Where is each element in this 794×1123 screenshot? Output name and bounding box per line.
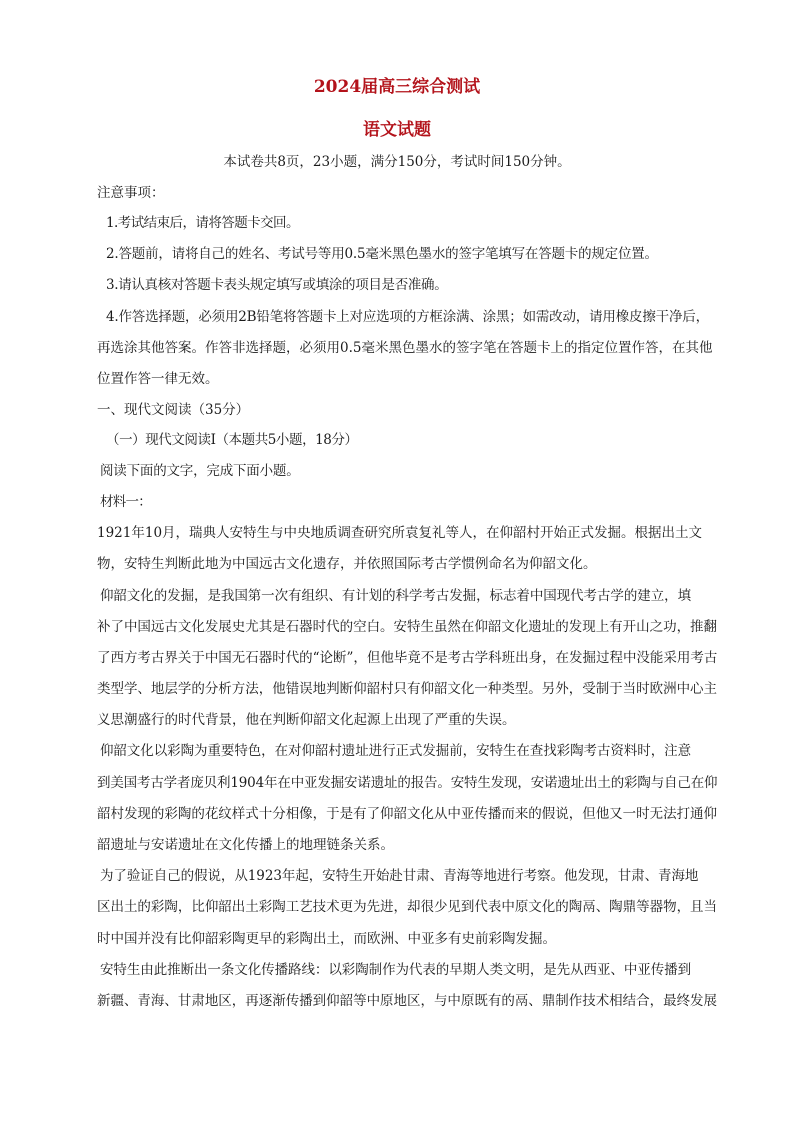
body-line: 韶村发现的彩陶的花纹样式十分相像，于是有了仰韶文化从中亚传播而来的假说，但他又一时无法打通仰	[97, 806, 717, 822]
body-line: 了西方考古界关于中国无石器时代的“论断”，但他毕竟不是考古学科班出身，在发掘过程中没能采用考古	[97, 650, 718, 666]
notice-heading: 注意事项：	[97, 185, 165, 201]
subsection-heading: （一）现代文阅读Ⅰ（本题共5小题，18分）	[106, 432, 358, 448]
material-label: 材料一：	[100, 494, 151, 510]
notice-item-3: 3.请认真核对答题卡表头规定填写或填涂的项目是否准确。	[106, 277, 448, 293]
body-line: 1921年10月，瑞典人安特生与中央地质调查研究所袁复礼等人，在仰韶村开始正式发掘。根据出土文	[97, 525, 703, 541]
body-line: 新疆、青海、甘肃地区，再逐渐传播到仰韶等中原地区，与中原既有的鬲、鼎制作技术相结合，最终发展	[97, 993, 717, 1009]
body-line: 时中国并没有比仰韶彩陶更早的彩陶出土，而欧洲、中亚多有史前彩陶发掘。	[97, 931, 556, 947]
body-line: 区出土的彩陶，比仰韶出土彩陶工艺技术更为先进，却很少见到代表中原文化的陶鬲、陶鼎等器物，且当	[97, 899, 717, 915]
body-line: 物，安特生判断此地为中国远古文化遗存，并依照国际考古学惯例命名为仰韶文化。	[97, 556, 597, 572]
subject-title: 语文试题	[363, 120, 431, 140]
notice-item-4-cont: 位置作答一律无效。	[97, 371, 219, 387]
section-heading: 一、现代文阅读（35分）	[97, 402, 250, 418]
exam-title: 2024届高三综合测试	[313, 77, 481, 97]
notice-item-4: 4.作答选择题，必须用2B铅笔将答题卡上对应选项的方框涂满、涂黑；如需改动，请用橡皮擦干净后，	[106, 309, 709, 325]
body-line: 到美国考古学者庞贝利1904年在中亚发掘安诺遗址的报告。安特生发现，安诺遗址出土的彩陶与自己在仰	[97, 775, 718, 791]
body-line: 仰韶文化以彩陶为重要特色，在对仰韶村遗址进行正式发掘前，安特生在查找彩陶考古资料时，注意	[100, 743, 691, 759]
notice-item-1: 1.考试结束后，请将答题卡交回。	[106, 215, 299, 231]
body-line: 类型学、地层学的分析方法，他错误地判断仰韶村只有仰韶文化一种类型。另外，受制于当时欧洲中心主	[97, 681, 717, 697]
exam-info: 本试卷共8页，23小题，满分150分，考试时间150分钟。	[223, 154, 571, 170]
body-line: 为了验证自己的假说，从1923年起，安特生开始赴甘肃、青海等地进行考察。他发现，甘肃、青海地	[100, 868, 699, 884]
notice-item-2: 2.答题前，请将自己的姓名、考试号等用0.5毫米黑色墨水的签字笔填写在答题卡的规定位置。	[106, 246, 658, 262]
body-line: 仰韶文化的发掘，是我国第一次有组织、有计划的科学考古发掘，标志着中国现代考古学的建立，填	[100, 588, 691, 604]
body-line: 韶遗址与安诺遗址在文化传播上的地理链条关系。	[97, 837, 394, 853]
body-line: 安特生由此推断出一条文化传播路线：以彩陶制作为代表的早期人类文明，是先从西亚、中亚传播到	[100, 962, 691, 978]
body-line: 义思潮盛行的时代背景，他在判断仰韶文化起源上出现了严重的失误。	[97, 712, 516, 728]
reading-instruction: 阅读下面的文字，完成下面小题。	[100, 463, 300, 479]
notice-item-4-cont: 再选涂其他答案。作答非选择题，必须用0.5毫米黑色墨水的签字笔在答题卡上的指定位置作答，在其他	[97, 340, 713, 356]
body-line: 补了中国远古文化发展史尤其是石器时代的空白。安特生虽然在仰韶文化遗址的发现上有开山之功，推翻	[97, 619, 717, 635]
